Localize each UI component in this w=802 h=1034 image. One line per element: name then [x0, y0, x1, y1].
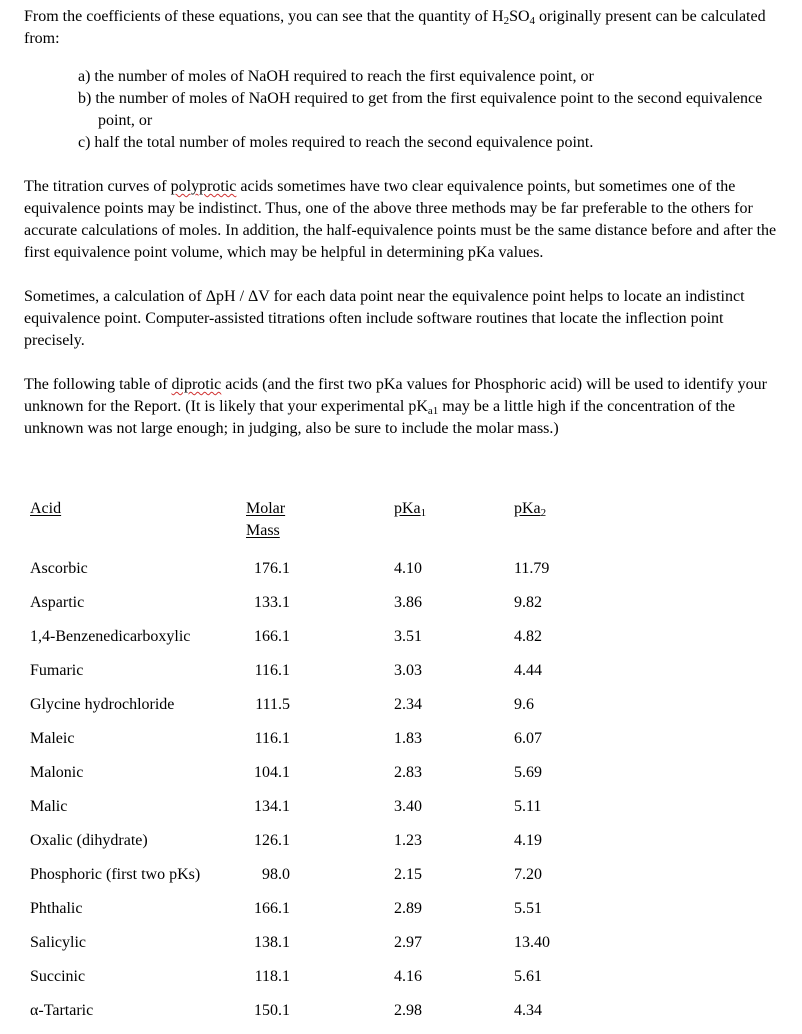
calculation-options-list — [78, 66, 784, 154]
table-row — [30, 626, 770, 660]
pka2-cell: 6.07 — [514, 730, 542, 747]
table-row — [30, 864, 770, 898]
acid-name-cell: Glycine hydrochloride — [30, 696, 175, 713]
pka1-cell: 2.15 — [394, 866, 422, 883]
acid-name-cell: Phosphoric (first two pKs) — [30, 866, 201, 883]
molar-mass-cell: 98.0 — [262, 866, 290, 883]
pka2-cell: 13.40 — [514, 934, 550, 951]
document-page — [24, 6, 784, 462]
header-pka1 — [394, 498, 426, 520]
pka2-cell: 5.51 — [514, 900, 542, 917]
subscript-2: 2 — [503, 15, 510, 27]
delta-ph-paragraph: Sometimes, a calculation of ΔpH / ΔV for each data point near the equivalence point helps to locate an indistinct equivalence point. Computer-assisted titrations often include software routines that locate the inflection point precisely. — [24, 288, 745, 349]
pka1-cell: 2.34 — [394, 696, 422, 713]
para2-text-end: acids sometimes have two clear equivalence points, but sometimes one of the equivalence points may be indistinct. Thus, one of the above three methods may be far preferable to the others for accurate calculations of moles. In addition, the half-equivalence points must be the same distance before and after the first equivalence point volume, which may be helpful in determining pKa values. — [24, 178, 777, 261]
para4-text-mid: acids (and the first two pKa values for Phosphoric acid) will be used to identify your unknown for the Report. (It is likely that your experimental pK — [24, 376, 767, 415]
molar-mass-cell: 150.1 — [254, 1002, 290, 1019]
molar-mass-cell: 116.1 — [254, 662, 290, 679]
acid-name-cell: Maleic — [30, 730, 75, 747]
acid-name-cell: Phthalic — [30, 900, 83, 917]
pka2-cell: 4.44 — [514, 662, 542, 679]
pka2-cell: 5.11 — [514, 798, 542, 815]
intro-text-start: From the coefficients of these equations, you can see that the quantity of H — [24, 8, 504, 25]
table-row — [30, 728, 770, 762]
subscript-4: 4 — [529, 15, 536, 27]
table-intro-paragraph — [24, 374, 784, 440]
spellcheck-flagged-word[interactable]: diprotic — [171, 376, 222, 393]
molar-mass-cell: 104.1 — [254, 764, 290, 781]
pka2-cell: 9.82 — [514, 594, 542, 611]
pka2-cell: 5.69 — [514, 764, 542, 781]
acid-name-cell: Malonic — [30, 764, 84, 781]
diprotic-acids-table — [30, 498, 770, 1034]
molar-mass-cell: 126.1 — [254, 832, 290, 849]
pka2-cell: 7.20 — [514, 866, 542, 883]
table-row — [30, 830, 770, 864]
acid-name-cell: Ascorbic — [30, 560, 88, 577]
pka1-cell: 1.23 — [394, 832, 422, 849]
pka1-cell: 1.83 — [394, 730, 422, 747]
table-row — [30, 932, 770, 966]
acid-name-cell: Oxalic (dihydrate) — [30, 832, 148, 849]
molar-mass-cell: 116.1 — [254, 730, 290, 747]
table-row — [30, 558, 770, 592]
table-header — [30, 498, 770, 558]
acid-name-cell: Aspartic — [30, 594, 85, 611]
table-row — [30, 694, 770, 728]
pka1-cell: 3.03 — [394, 662, 422, 679]
subscript-a1: a1 — [427, 405, 439, 417]
pka2-cell: 11.79 — [514, 560, 550, 577]
para4-text-end: may be a little high if the concentration of the unknown was not large enough; in judging, also be sure to include the molar mass.) — [24, 398, 736, 437]
table-row — [30, 796, 770, 830]
intro-paragraph — [24, 6, 784, 50]
table-row — [30, 898, 770, 932]
header-pka2 — [514, 498, 546, 520]
pka2-cell: 5.61 — [514, 968, 542, 985]
pka1-cell: 2.98 — [394, 1002, 422, 1019]
intro-text-so: SO — [509, 8, 530, 25]
para4-text-start: The following table of — [24, 376, 172, 393]
pka1-cell: 3.40 — [394, 798, 422, 815]
acid-name-cell: Malic — [30, 798, 68, 815]
table-row — [30, 592, 770, 626]
option-c: c) half the total number of moles required to reach the second equivalence point. — [78, 134, 594, 151]
acid-name-cell: α-Tartaric — [30, 1002, 94, 1019]
pka1-cell: 3.86 — [394, 594, 422, 611]
titration-curves-paragraph — [24, 176, 784, 264]
molar-mass-cell: 166.1 — [254, 900, 290, 917]
molar-mass-cell: 134.1 — [254, 798, 290, 815]
table-row — [30, 966, 770, 1000]
header-pka2-subscript: 2 — [540, 507, 547, 519]
table-row — [30, 762, 770, 796]
acid-name-cell: 1,4-Benzenedicarboxylic — [30, 628, 191, 645]
pka1-cell: 4.16 — [394, 968, 422, 985]
header-molar-mass: Molar Mass — [246, 500, 286, 539]
spellcheck-flagged-word[interactable]: polyprotic — [170, 178, 237, 195]
header-pka1-label: pKa — [394, 500, 421, 517]
pka1-cell: 2.89 — [394, 900, 422, 917]
acid-name-cell: Salicylic — [30, 934, 86, 951]
pka1-cell: 2.97 — [394, 934, 422, 951]
pka2-cell: 4.19 — [514, 832, 542, 849]
table-body — [30, 558, 770, 1034]
molar-mass-cell: 133.1 — [254, 594, 290, 611]
pka1-cell: 3.51 — [394, 628, 422, 645]
header-acid: Acid — [30, 500, 62, 517]
acid-name-cell: Fumaric — [30, 662, 84, 679]
acid-name-cell: Succinic — [30, 968, 86, 985]
pka1-cell: 4.10 — [394, 560, 422, 577]
pka2-cell: 4.34 — [514, 1002, 542, 1019]
option-a: a) the number of moles of NaOH required to reach the first equivalence point, or — [78, 68, 594, 85]
table-row — [30, 1000, 770, 1034]
molar-mass-cell: 176.1 — [254, 560, 290, 577]
molar-mass-cell: 118.1 — [254, 968, 290, 985]
header-pka2-label: pKa — [514, 500, 541, 517]
pka2-cell: 9.6 — [514, 696, 534, 713]
header-pka1-subscript: 1 — [420, 507, 427, 519]
para2-text-start: The titration curves of — [24, 178, 171, 195]
pka1-cell: 2.83 — [394, 764, 422, 781]
molar-mass-cell: 138.1 — [254, 934, 290, 951]
molar-mass-cell: 166.1 — [254, 628, 290, 645]
molar-mass-cell: 111.5 — [255, 696, 290, 713]
intro-text-end: originally present can be calculated from: — [24, 8, 766, 47]
option-b: b) the number of moles of NaOH required to get from the first equivalence point to the second equivalence point, or — [78, 90, 763, 129]
pka2-cell: 4.82 — [514, 628, 542, 645]
table-row — [30, 660, 770, 694]
